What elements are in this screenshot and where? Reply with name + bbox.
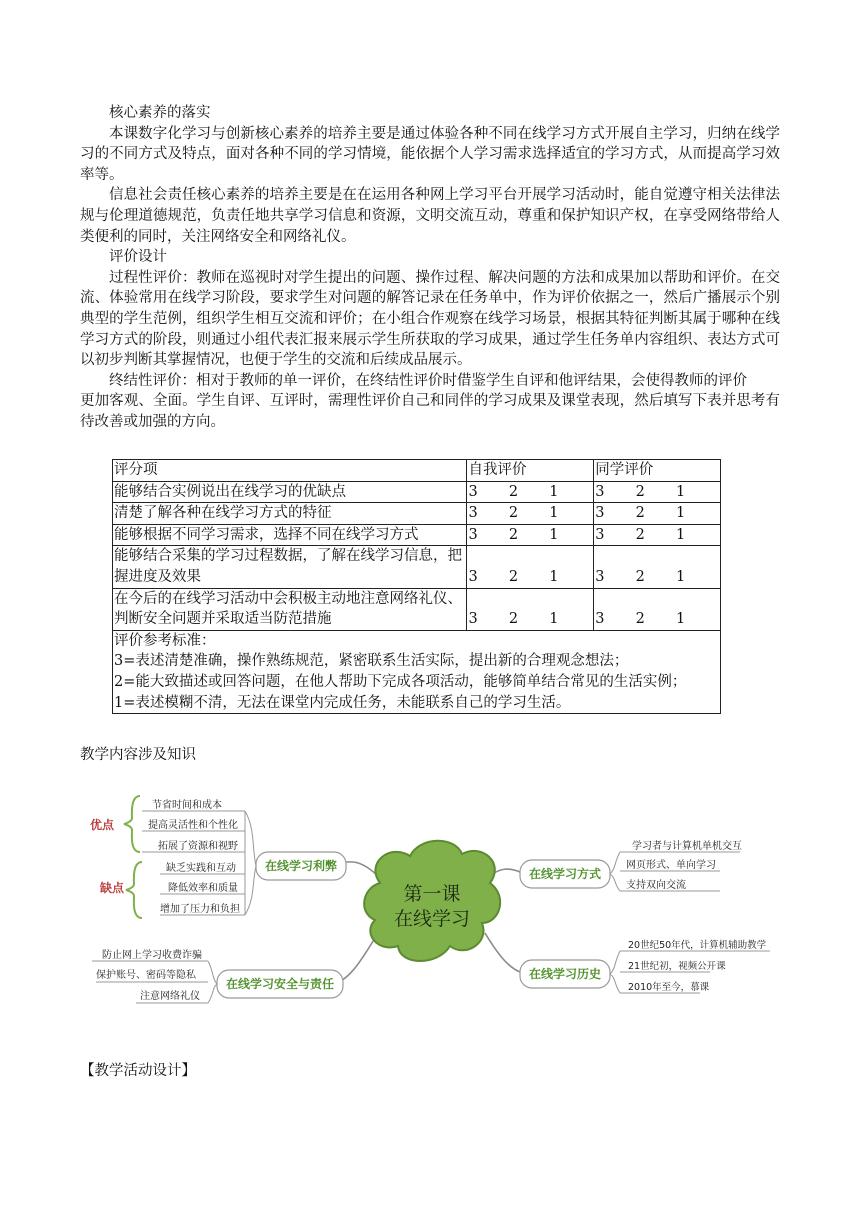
pros-item-3: 拓展了资源和视野 bbox=[158, 841, 238, 852]
center-cloud bbox=[364, 841, 500, 961]
table-row bbox=[113, 546, 721, 588]
self-score-2: 2 bbox=[508, 483, 519, 500]
peer-score-1: 1 bbox=[675, 526, 686, 543]
self-score-2: 2 bbox=[508, 568, 519, 585]
peer-score-1: 1 bbox=[675, 483, 686, 500]
peer-score-2: 2 bbox=[635, 483, 645, 500]
table-row bbox=[113, 481, 721, 503]
row-item: 能够根据不同学习需求，选择不同在线学习方式 bbox=[113, 524, 467, 546]
self-score-1: 1 bbox=[549, 568, 559, 585]
pros-brace bbox=[124, 796, 140, 852]
pros-label: 优点 bbox=[90, 818, 115, 832]
modes-item-1: 学习者与计算机单机交互 bbox=[632, 841, 742, 852]
self-score-2: 2 bbox=[508, 526, 519, 543]
row-item: 能够结合采集的学习过程数据，了解在线学习信息，把握进度及效果 bbox=[113, 546, 467, 588]
history-item-2: 21世纪初，视频公开课 bbox=[628, 961, 726, 972]
peer-score-2: 2 bbox=[635, 611, 645, 628]
activity-heading: 【教学活动设计】 bbox=[80, 1063, 196, 1079]
link-right-bottom bbox=[485, 933, 520, 972]
self-score-3: 3 bbox=[468, 526, 478, 543]
peer-score-3: 3 bbox=[595, 568, 605, 585]
cons-brace bbox=[126, 862, 142, 918]
peer-score-2: 2 bbox=[635, 526, 645, 543]
table-row bbox=[113, 524, 721, 546]
self-score-3: 3 bbox=[468, 483, 478, 500]
evaluation-title: 评价设计 bbox=[109, 249, 167, 266]
node-history-label: 在线学习历史 bbox=[528, 967, 602, 981]
node-modes bbox=[520, 860, 610, 888]
self-score-1: 1 bbox=[549, 505, 559, 522]
criteria-1: 1=表述模糊不清，无法在课堂内完成任务，未能联系自己的学习生活。 bbox=[114, 694, 571, 711]
node-pros-cons-label: 在线学习利弊 bbox=[264, 859, 338, 873]
peer-score-2: 2 bbox=[635, 568, 645, 585]
cons-label: 缺点 bbox=[100, 881, 125, 895]
node-history bbox=[520, 960, 610, 988]
core-literacy-paragraph-1: 本课数字化学习与创新核心素养的培养主要是通过体验各种不同在线学习方式开展自主学习，归纳在线学习的不同方式及特点，面对各种不同的学习情境，能依据个人学习需求选择适宜的学习方式，从而提高学习效率等。 bbox=[80, 125, 780, 183]
core-literacy-title: 核心素养的落实 bbox=[109, 105, 211, 121]
center-title-line2: 在线学习 bbox=[393, 908, 471, 930]
peer-score-1: 1 bbox=[675, 568, 686, 585]
peer-score-3: 3 bbox=[595, 483, 605, 500]
self-score-3: 3 bbox=[468, 568, 478, 585]
core-literacy-section bbox=[80, 103, 780, 433]
row-item: 能够结合实例说出在线学习的优缺点 bbox=[113, 481, 467, 503]
pros-item-2: 提高灵活性和个性化 bbox=[148, 820, 238, 831]
peer-score-1: 1 bbox=[675, 505, 686, 522]
evaluation-paragraph-2b: 更加客观、全面。学生自评、互评时，需理性评价自己和同伴的学习成果及课堂表现，然后填写下表并思考有待改善或加强的方向。 bbox=[80, 393, 780, 430]
node-safety-label: 在线学习安全与责任 bbox=[225, 977, 335, 991]
safety-item-3: 注意网络礼仪 bbox=[140, 991, 200, 1002]
core-literacy-paragraph-2: 信息社会责任核心素养的培养主要是在在运用各种网上学习平台开展学习活动时，能自觉遵守相关法律法规与伦理道德规范，负责任地共享学习信息和资源，文明交流互动，尊重和保护知识产权，在享受网络带给人类便利的同时，关注网络安全和网络礼仪。 bbox=[80, 187, 780, 245]
cons-item-2: 降低效率和质量 bbox=[168, 883, 238, 894]
peer-score-1: 1 bbox=[675, 611, 686, 628]
criteria-3: 3=表述清楚准确，操作熟练规范，紧密联系生活实际，提出新的合理观念想法； bbox=[114, 653, 629, 670]
pros-item-1: 节省时间和成本 bbox=[152, 800, 222, 811]
node-safety bbox=[217, 970, 343, 998]
header-peer: 同学评价 bbox=[594, 460, 721, 482]
table-criteria-row bbox=[113, 630, 721, 713]
row-item: 在今后的在线学习活动中会积极主动地注意网络礼仪、判断安全问题并采取适当防范措施 bbox=[113, 588, 467, 630]
table-row bbox=[113, 503, 721, 525]
safety-item-2: 保护账号、密码等隐私 bbox=[96, 970, 196, 981]
modes-item-3: 支持双向交流 bbox=[626, 880, 686, 891]
peer-score-3: 3 bbox=[595, 505, 605, 522]
node-modes-label: 在线学习方式 bbox=[528, 867, 602, 881]
self-score-3: 3 bbox=[468, 611, 478, 628]
peer-score-3: 3 bbox=[595, 526, 605, 543]
self-score-3: 3 bbox=[468, 505, 478, 522]
header-item: 评分项 bbox=[113, 460, 467, 482]
modes-item-2: 网页形式、单向学习 bbox=[626, 860, 716, 871]
cons-item-3: 增加了压力和负担 bbox=[160, 904, 240, 915]
history-item-3: 2010年至今，慕课 bbox=[628, 982, 710, 993]
criteria-2: 2=能大致描述或回答问题，在他人帮助下完成各项活动，能够简单结合常见的生活实例； bbox=[114, 673, 687, 690]
table-header-row bbox=[113, 460, 721, 482]
evaluation-paragraph-2a: 终结性评价：相对于教师的单一评价，在终结性评价时借鉴学生自评和他评结果，会使得教师的评价 bbox=[109, 372, 747, 389]
header-self: 自我评价 bbox=[467, 460, 594, 482]
self-score-1: 1 bbox=[549, 526, 559, 543]
node-pros-cons bbox=[256, 852, 346, 880]
cons-item-1: 缺乏实践和互动 bbox=[166, 863, 236, 874]
peer-score-3: 3 bbox=[595, 611, 605, 628]
mindmap-diagram bbox=[80, 788, 780, 1018]
center-title-line1: 第一课 bbox=[403, 883, 461, 905]
history-item-1: 20世纪50年代，计算机辅助教学 bbox=[628, 940, 767, 951]
criteria-title: 评价参考标准： bbox=[114, 632, 216, 649]
row-item: 清楚了解各种在线学习方式的特征 bbox=[113, 503, 467, 525]
table-row bbox=[113, 588, 721, 630]
self-score-2: 2 bbox=[508, 505, 519, 522]
peer-score-2: 2 bbox=[635, 505, 645, 522]
knowledge-heading: 教学内容涉及知识 bbox=[80, 747, 196, 763]
evaluation-paragraph-1: 过程性评价：教师在巡视时对学生提出的问题、操作过程、解决问题的方法和成果加以帮助和评价。在交流、体验常用在线学习阶段，要求学生对问题的解答记录在任务单中，作为评价依据之一，然后广播展示个别典型的学生范例，组织学生相互交流和评价；在小组合作观察在线学习场景，根据其特征判断其属于哪种在线学习方式的阶段，则通过小组代表汇报来展示学生所获取的学习成果，通过学生任务单内容组织、表达方式可以初步判断其掌握情况，也便于学生的交流和后续成品展示。 bbox=[80, 269, 780, 369]
evaluation-table bbox=[112, 459, 721, 714]
self-score-1: 1 bbox=[549, 611, 559, 628]
self-score-2: 2 bbox=[508, 611, 519, 628]
self-score-1: 1 bbox=[549, 483, 559, 500]
safety-item-1: 防止网上学习收费诈骗 bbox=[102, 950, 202, 961]
